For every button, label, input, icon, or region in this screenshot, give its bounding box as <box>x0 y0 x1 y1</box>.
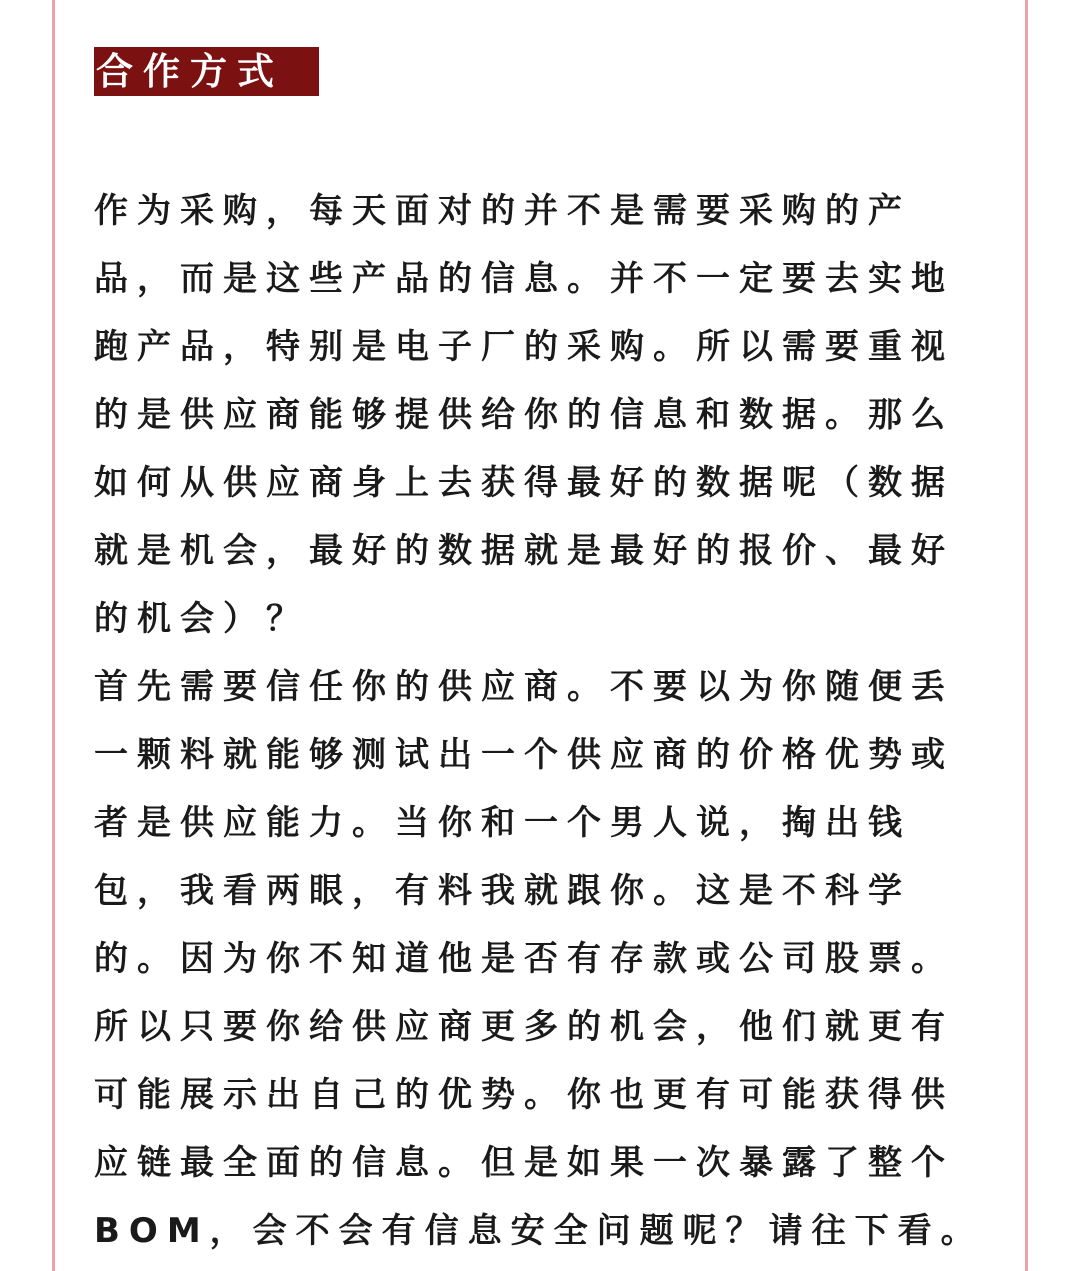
text-line: 的机会）？ <box>94 599 309 639</box>
text-line: 可能展示出自己的优势。你也更有可能获得供 <box>94 1075 954 1115</box>
section-heading: 合作方式 <box>94 47 319 96</box>
text-line: 就是机会，最好的数据就是最好的报价、最好 <box>94 531 954 571</box>
text-line: 品，而是这些产品的信息。并不一定要去实地 <box>94 259 954 299</box>
article-body <box>94 177 984 1265</box>
text-line: 所以只要你给供应商更多的机会，他们就更有 <box>94 1007 954 1047</box>
text-line: 的。因为你不知道他是否有存款或公司股票。 <box>94 939 954 979</box>
text-line: 者是供应能力。当你和一个男人说，掏出钱 <box>94 803 911 843</box>
text-line: 首先需要信任你的供应商。不要以为你随便丢 <box>94 667 954 707</box>
text-line: 包，我看两眼，有料我就跟你。这是不科学 <box>94 871 911 911</box>
text-line: BOM，会不会有信息安全问题呢？请往下看。 <box>94 1211 984 1251</box>
text-line: 应链最全面的信息。但是如果一次暴露了整个 <box>94 1143 954 1183</box>
text-line: 跑产品，特别是电子厂的采购。所以需要重视 <box>94 327 954 367</box>
text-line: 如何从供应商身上去获得最好的数据呢（数据 <box>94 463 954 503</box>
left-border <box>52 0 55 1271</box>
text-line: 作为采购，每天面对的并不是需要采购的产 <box>94 191 911 231</box>
text-line: 的是供应商能够提供给你的信息和数据。那么 <box>94 395 954 435</box>
text-line: 一颗料就能够测试出一个供应商的价格优势或 <box>94 735 954 775</box>
right-border <box>1025 0 1028 1271</box>
